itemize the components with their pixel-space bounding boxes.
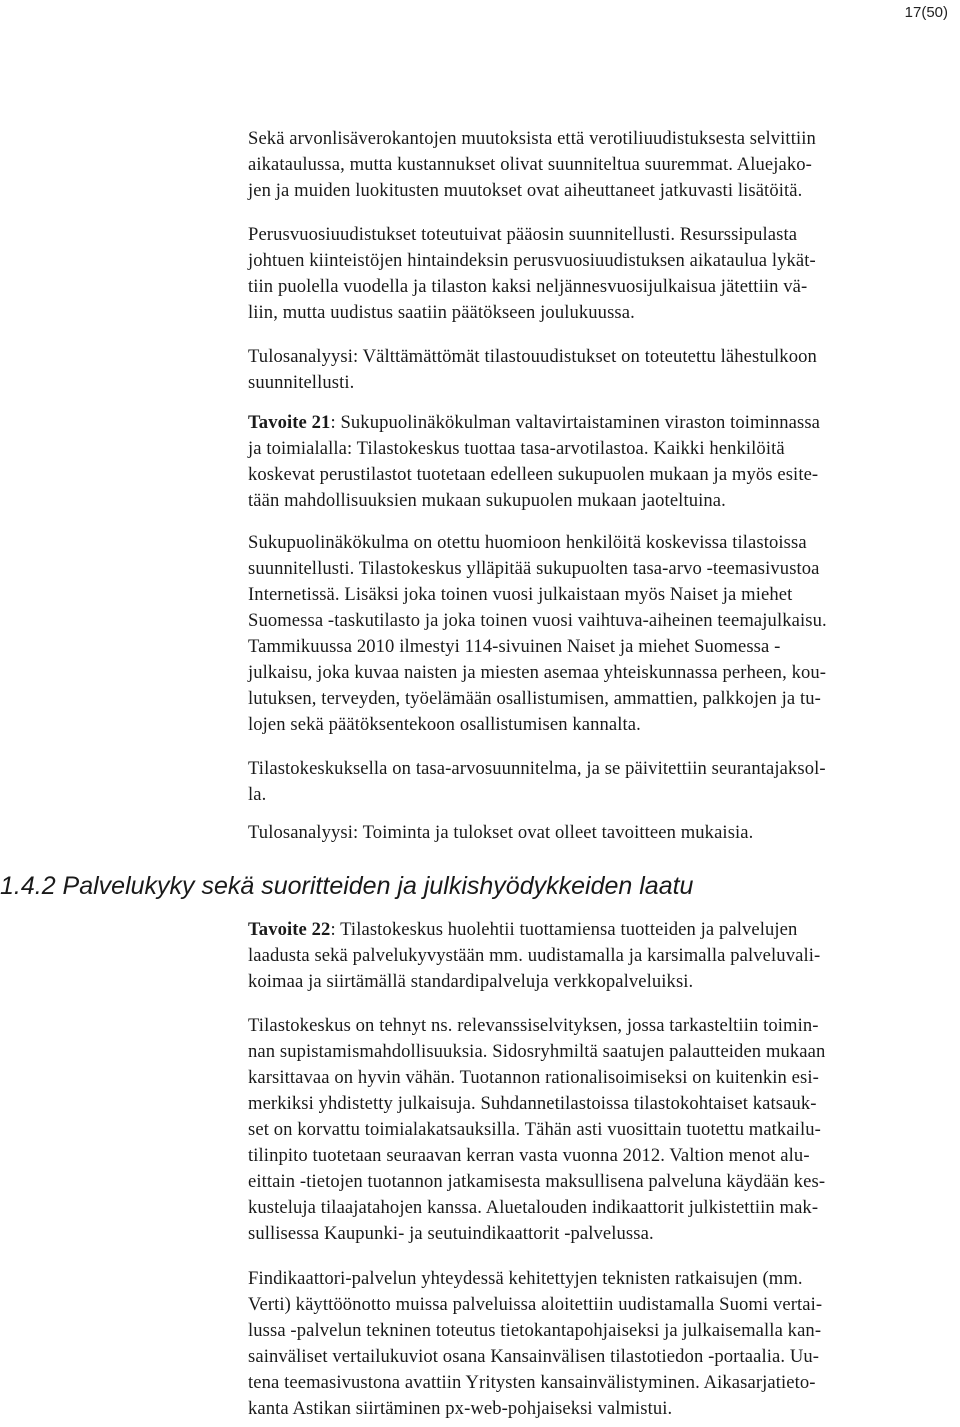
goal-22-label: Tavoite 22 [248, 919, 331, 940]
paragraph-findikaattori: Findikaattori-palvelun yhteydessä kehitettyjen teknisten ratkaisujen (mm. Verti) käyttöönotto muissa palveluissa aloitettiin uudistamalla Suomi vertai- lussa -palvelun tekninen toteutus tietokantapohjaiseksi ja julkaisemalla kan- sainväliset vertailukuviot osana Kansainvälisen tilastotiedon -portaalia. Uu- tena teemasivustona avattiin Yritysten kansainvälistyminen. Aikasarjatieto- kanta Astikan siirtäminen px-web-pohjaiseksi valmistui. [248, 1268, 823, 1419]
paragraph-gender-perspective: Sukupuolinäkökulma on otettu huomioon henkilöitä koskevissa tilastoissa suunnitellusti. Tilastokeskus ylläpitää sukupuolten tasa-arvo -teemasivustoa Internetissä. Lisäksi joka toinen vuosi julkaistaan myös Naiset ja miehet Suomessa -taskutilasto ja joka toinen vuosi vaihtuva-aiheinen teemajulkaisu. Tammikuussa 2010 ilmestyi 114-sivuinen Naiset ja miehet Suomessa - julkaisu, joka kuvaa naisten ja miesten asemaa yhteiskunnassa perheen, kou- lutuksen, terveyden, työelämään osallistumisen, ammattien, palkkojen ja tu- lojen sekä päätöksentekoon osallistumisen kannalta. [248, 532, 827, 735]
page-number: 17(50) [904, 4, 948, 21]
paragraph-result-analysis-1: Tulosanalyysi: Välttämättömät tilastouudistukset on toteutettu lähestulkoon suunnitellusti. [248, 346, 817, 393]
paragraph-equality-plan: Tilastokeskuksella on tasa-arvosuunnitelma, ja se päivitettiin seurantajaksol- la. [248, 758, 826, 805]
goal-21-text: : Sukupuolinäkökulman valtavirtaistaminen viraston toiminnassa ja toimialalla: Tilastokeskus tuottaa tasa-arvotilastoa. Kaikki henkilöitä koskevat perustilastot tuotetaan edelleen sukupuolen mukaan ja myös esite- tään mahdollisuuksien mukaan sukupuolen mukaan jaoteltuina. [248, 412, 821, 511]
paragraph-goal-22 [248, 917, 960, 995]
goal-22-text: : Tilastokeskus huolehtii tuottamiensa tuotteiden ja palvelujen laadusta sekä palvelukyvystään mm. uudistamalla ja karsimalla palveluvali- koimaa ja siirtämällä standardipalveluja verkkopalveluiksi. [248, 919, 821, 992]
paragraph-relevance-study: Tilastokeskus on tehnyt ns. relevanssiselvityksen, jossa tarkasteltiin toimin- nan supistamismahdollisuuksia. Sidosryhmiltä saatujen palautteiden mukaan karsittavaa on hyvin vähän. Tuotannon rationalisoimiseksi on kuitenkin esi- merkiksi yhdistetty julkaisuja. Suhdannetilastoissa tilastokohtaiset katsauk- set on korvattu toimialakatsauksilla. Tähän asti vuosittain tuotettu matkailu- tilinpito tuotetaan seuraavan kerran vasta vuonna 2012. Valtion menot alu- eittain -tietojen tuotannon jatkamisesta maksullisena palveluna käydään kes- kusteluja tilaajatahojen kanssa. Aluetalouden indikaattorit julkistettiin mak- sullisessa Kaupunki- ja seutuindikaattorit -palvelussa. [248, 1015, 826, 1244]
paragraph-goal-21 [248, 410, 960, 514]
paragraph-vat-reform: Sekä arvonlisäverokantojen muutoksista että verotiliuudistuksesta selvittiin aikataulussa, mutta kustannukset olivat suunniteltua suuremmat. Aluejako- jen ja muiden luokitusten muutokset ovat aiheuttaneet jatkuvasti lisätöitä. [248, 128, 816, 201]
paragraph-base-year-reforms: Perusvuosiuudistukset toteutuivat pääosin suunnitellusti. Resurssipulasta johtuen kiinteistöjen hintaindeksin perusvuosiuudistuksen aikataulua lykät- tiin puolella vuodella ja tilaston kaksi neljännesvuosijulkaisua jätettiin vä- liin, mutta uudistus saatiin päätökseen joulukuussa. [248, 224, 816, 323]
paragraph-result-analysis-2: Tulosanalyysi: Toiminta ja tulokset ovat olleet tavoitteen mukaisia. [248, 822, 754, 843]
goal-21-label: Tavoite 21 [248, 412, 331, 433]
section-heading-1-4-2: 1.4.2 Palvelukyky sekä suoritteiden ja julkishyödykkeiden laatu [0, 872, 694, 900]
